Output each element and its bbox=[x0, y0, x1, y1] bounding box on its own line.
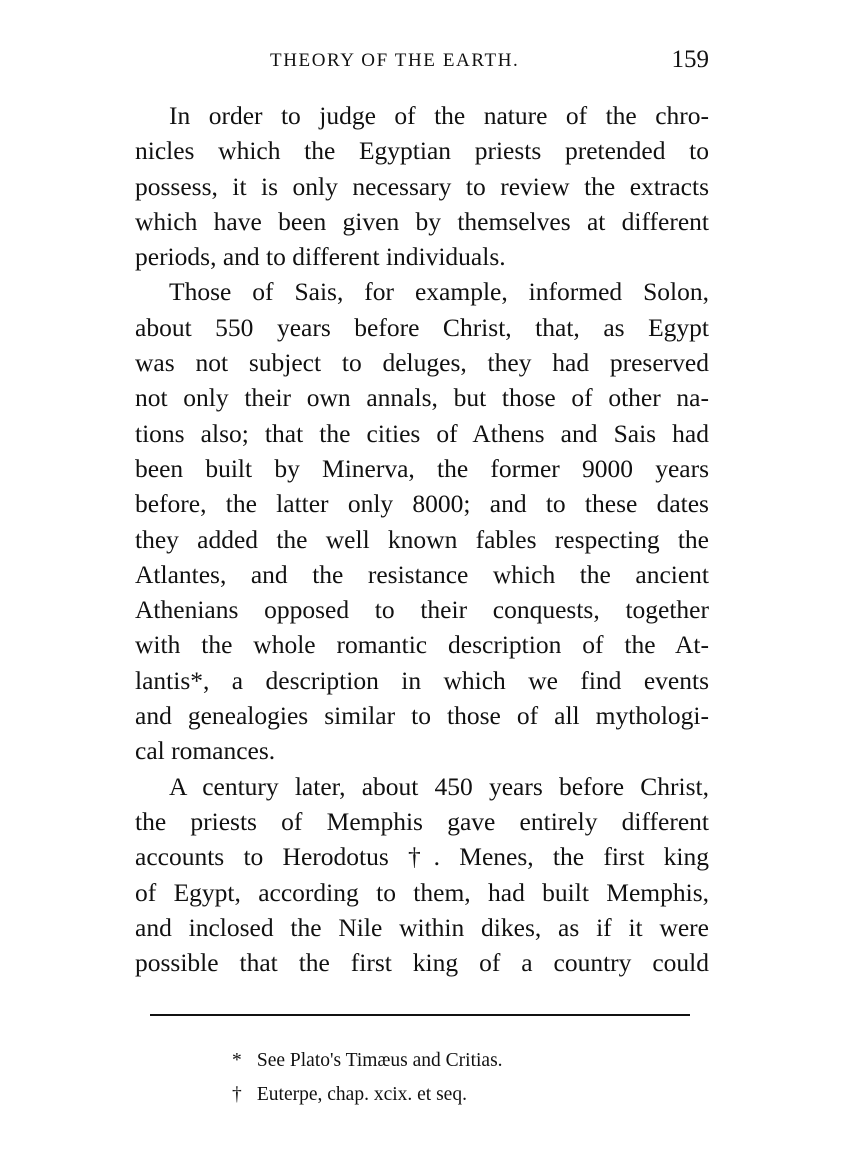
text-line: tions also; that the cities of Athens and Sais had bbox=[135, 418, 709, 448]
text-line: before, the latter only 8000; and to these dates bbox=[135, 489, 709, 519]
text-line: possess, it is only necessary to review the extracts bbox=[135, 171, 709, 201]
text-line: periods, and to different individuals. bbox=[135, 242, 506, 272]
text-line: was not subject to deluges, they had preserved bbox=[135, 348, 709, 378]
footnote-euterpe bbox=[232, 1078, 692, 1112]
text-line: nicles which the Egyptian priests pretended to bbox=[135, 136, 709, 166]
footnotes bbox=[232, 1044, 692, 1112]
footnote-text: See Plato's Timæus and Critias. bbox=[256, 1050, 503, 1071]
text-line: possible that the first king of a country could bbox=[135, 948, 709, 978]
text-line: about 550 years before Christ, that, as Egypt bbox=[135, 312, 709, 342]
body-text bbox=[135, 98, 709, 980]
paragraph-sais-solon bbox=[135, 274, 709, 768]
footnote-divider bbox=[150, 1014, 690, 1016]
footnote-plato bbox=[232, 1044, 692, 1078]
text-line: lantis*, a description in which we find events bbox=[135, 665, 709, 695]
text-line: cal romances. bbox=[135, 736, 276, 766]
text-line: been built by Minerva, the former 9000 years bbox=[135, 453, 709, 483]
text-line: Athenians opposed to their conquests, together bbox=[135, 595, 709, 625]
text-line: In order to judge of the nature of the chro- bbox=[169, 101, 709, 130]
text-line: the priests of Memphis gave entirely different bbox=[135, 806, 709, 836]
paragraph-chronicles bbox=[135, 98, 709, 274]
text-line: A century later, about 450 years before Christ, bbox=[169, 771, 709, 801]
footnote-text: Euterpe, chap. xcix. et seq. bbox=[256, 1084, 467, 1105]
text-line: not only their own annals, but those of other na- bbox=[135, 383, 709, 413]
text-line: Atlantes, and the resistance which the ancient bbox=[135, 559, 709, 589]
text-line: which have been given by themselves at different bbox=[135, 206, 709, 236]
footnote-mark-asterisk: * bbox=[232, 1050, 242, 1071]
text-line: of Egypt, according to them, had built Memphis, bbox=[135, 877, 709, 907]
text-line: and inclosed the Nile within dikes, as if it were bbox=[135, 912, 709, 942]
text-line: Those of Sais, for example, informed Solon, bbox=[169, 277, 709, 307]
paragraph-memphis-herodotus bbox=[135, 769, 709, 981]
text-line: accounts to Herodotus †. Menes, the first king bbox=[135, 842, 709, 872]
text-line: and genealogies similar to those of all mythologi- bbox=[135, 701, 709, 731]
footnote-mark-dagger: † bbox=[232, 1084, 242, 1105]
running-title: THEORY OF THE EARTH. bbox=[270, 50, 520, 71]
text-line: they added the well known fables respecting the bbox=[135, 524, 709, 554]
page-number: 159 bbox=[671, 46, 709, 73]
text-line: with the whole romantic description of the At- bbox=[135, 630, 709, 660]
running-head bbox=[135, 44, 709, 80]
